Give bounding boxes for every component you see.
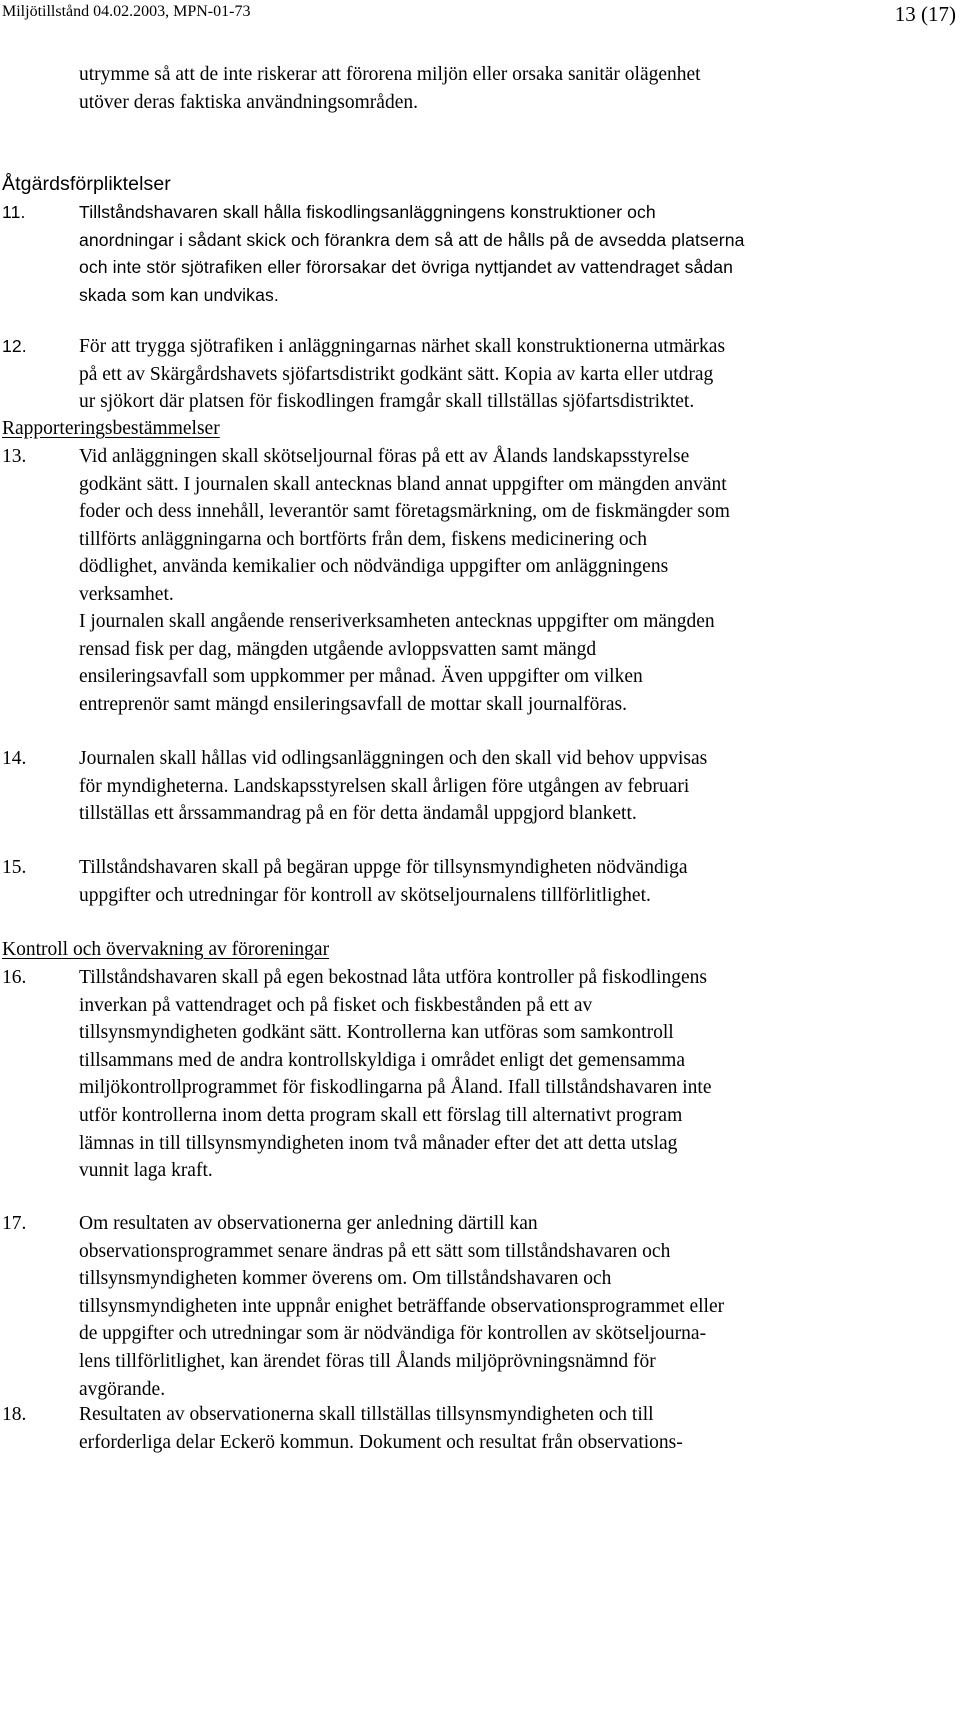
item-number: 13.: [2, 446, 27, 467]
text-line: utrymme så att de inte riskerar att förorena miljön eller orsaka sanitär olägenhet: [79, 64, 701, 85]
text-line: utöver deras faktiska användningsområden.: [79, 91, 418, 113]
text-line: rensad fisk per dag, mängden utgående avloppsvatten samt mängd: [79, 638, 597, 660]
item-18-text: [79, 1401, 959, 1456]
text-line: på ett av Skärgårdshavets sjöfartsdistrikt godkänt sätt. Kopia av karta eller utdrag: [79, 363, 714, 385]
text-line: miljökontrollprogrammet för fiskodlingarna på Åland. Ifall tillståndshavaren inte: [79, 1077, 712, 1099]
item-number: 14.: [2, 748, 27, 769]
text-line: observationsprogrammet senare ändras på ett sätt som tillståndshavaren och: [79, 1240, 671, 1262]
text-line: lens tillförlitlighet, kan ärendet föras till Ålands miljöprövningsnämnd för: [79, 1350, 656, 1372]
text-line: tillförts anläggningarna och bortförts från dem, fiskens medicinering och: [79, 528, 648, 550]
text-line: utför kontrollerna inom detta program skall ett förslag till alternativt program: [79, 1104, 683, 1126]
text-line: tillsynsmyndigheten inte uppnår enighet beträffande observationsprogrammet eller: [79, 1295, 725, 1317]
text-line: entreprenör samt mängd ensileringsavfall de mottar skall journalföras.: [79, 693, 627, 715]
text-line: tillsammans med de andra kontrollskyldiga i området enligt det gemensamma: [79, 1049, 685, 1071]
text-line: och inte stör sjötrafiken eller förorsakar det övriga nyttjandet av vattendraget sådan: [79, 257, 734, 278]
item-12-text: [79, 333, 959, 416]
item-16-text: [79, 964, 959, 1185]
text-line: Journalen skall hållas vid odlingsanläggningen och den skall vid behov uppvisas: [79, 748, 708, 769]
text-line: uppgifter och utredningar för kontroll av skötseljournalens tillförlitlighet.: [79, 884, 651, 906]
item-13-paragraph-2: [79, 608, 959, 718]
item-number: 12.: [2, 336, 27, 356]
text-line: ur sjökort där platsen för fiskodlingen framgår skall tillställas sjöfartsdistriktet.: [79, 391, 695, 413]
item-number: 15.: [2, 857, 27, 878]
text-line: de uppgifter och utredningar som är nödvändiga för kontrollen av skötseljourna-: [79, 1323, 707, 1345]
item-number: 17.: [2, 1213, 27, 1234]
text-line: Tillståndshavaren skall på egen bekostnad låta utföra kontroller på fiskodlingens: [79, 967, 708, 988]
item-13-text: [79, 443, 959, 609]
text-line: Om resultaten av observationerna ger anledning därtill kan: [79, 1213, 538, 1234]
text-line: lämnas in till tillsynsmyndigheten inom två månader efter det att detta utslag: [79, 1132, 678, 1154]
item-11-text: [79, 199, 959, 309]
text-line: Vid anläggningen skall skötseljournal föras på ett av Ålands landskapsstyrelse: [79, 446, 690, 467]
item-14-text: [79, 745, 959, 828]
section-heading-atgardsforpliktelser: Åtgärdsförpliktelser: [2, 173, 171, 195]
text-line: Resultaten av observationerna skall tillställas tillsynsmyndigheten och till: [79, 1404, 654, 1425]
text-line: ensileringsavfall som uppkommer per månad. Även uppgifter om vilken: [79, 666, 643, 688]
text-line: inverkan på vattendraget och på fisket och fiskbestånden på ett av: [79, 994, 593, 1016]
section-heading-rapporteringsbestammelser: Rapporteringsbestämmelser: [2, 418, 220, 439]
text-line: godkänt sätt. I journalen skall antecknas bland annat uppgifter om mängden använt: [79, 473, 727, 495]
item-15-text: [79, 854, 959, 909]
text-line: Tillståndshavaren skall på begäran uppge för tillsynsmyndigheten nödvändiga: [79, 857, 688, 878]
item-number: 11.: [2, 202, 26, 222]
intro-paragraph: [79, 61, 701, 116]
text-line: anordningar i sådant skick och förankra dem så att de hålls på de avsedda platserna: [79, 229, 745, 250]
text-line: tillsynsmyndigheten godkänt sätt. Kontrollerna kan utföras som samkontroll: [79, 1022, 674, 1044]
item-number: 16.: [2, 967, 27, 988]
item-number: 18.: [2, 1404, 27, 1425]
text-line: Tillståndshavaren skall hålla fiskodlingsanläggningens konstruktioner och: [79, 202, 656, 222]
text-line: erforderliga delar Eckerö kommun. Dokument och resultat från observations-: [79, 1431, 683, 1453]
text-line: skada som kan undvikas.: [79, 284, 279, 305]
text-line: tillställas ett årssammandrag på en för detta ändamål uppgjord blankett.: [79, 803, 637, 825]
text-line: dödlighet, använda kemikalier och nödvändiga uppgifter om anläggningens: [79, 556, 669, 578]
text-line: för myndigheterna. Landskapsstyrelsen skall årligen före utgången av februari: [79, 775, 690, 797]
text-line: avgörande.: [79, 1378, 166, 1400]
text-line: I journalen skall angående renseriverksamheten antecknas uppgifter om mängden: [79, 611, 715, 632]
item-17-text: [79, 1210, 959, 1403]
text-line: vunnit laga kraft.: [79, 1160, 213, 1182]
header-page-number: 13 (17): [894, 2, 956, 26]
section-heading-kontroll: Kontroll och övervakning av föroreningar: [2, 939, 330, 960]
text-line: För att trygga sjötrafiken i anläggningarnas närhet skall konstruktionerna utmärkas: [79, 336, 726, 357]
text-line: foder och dess innehåll, leverantör samt företagsmärkning, om de fiskmängder som: [79, 501, 730, 523]
text-line: verksamhet.: [79, 583, 174, 605]
text-line: tillsynsmyndigheten kommer överens om. Om tillståndshavaren och: [79, 1268, 612, 1290]
header-document-id: Miljötillstånd 04.02.2003, MPN-01-73: [2, 3, 251, 20]
